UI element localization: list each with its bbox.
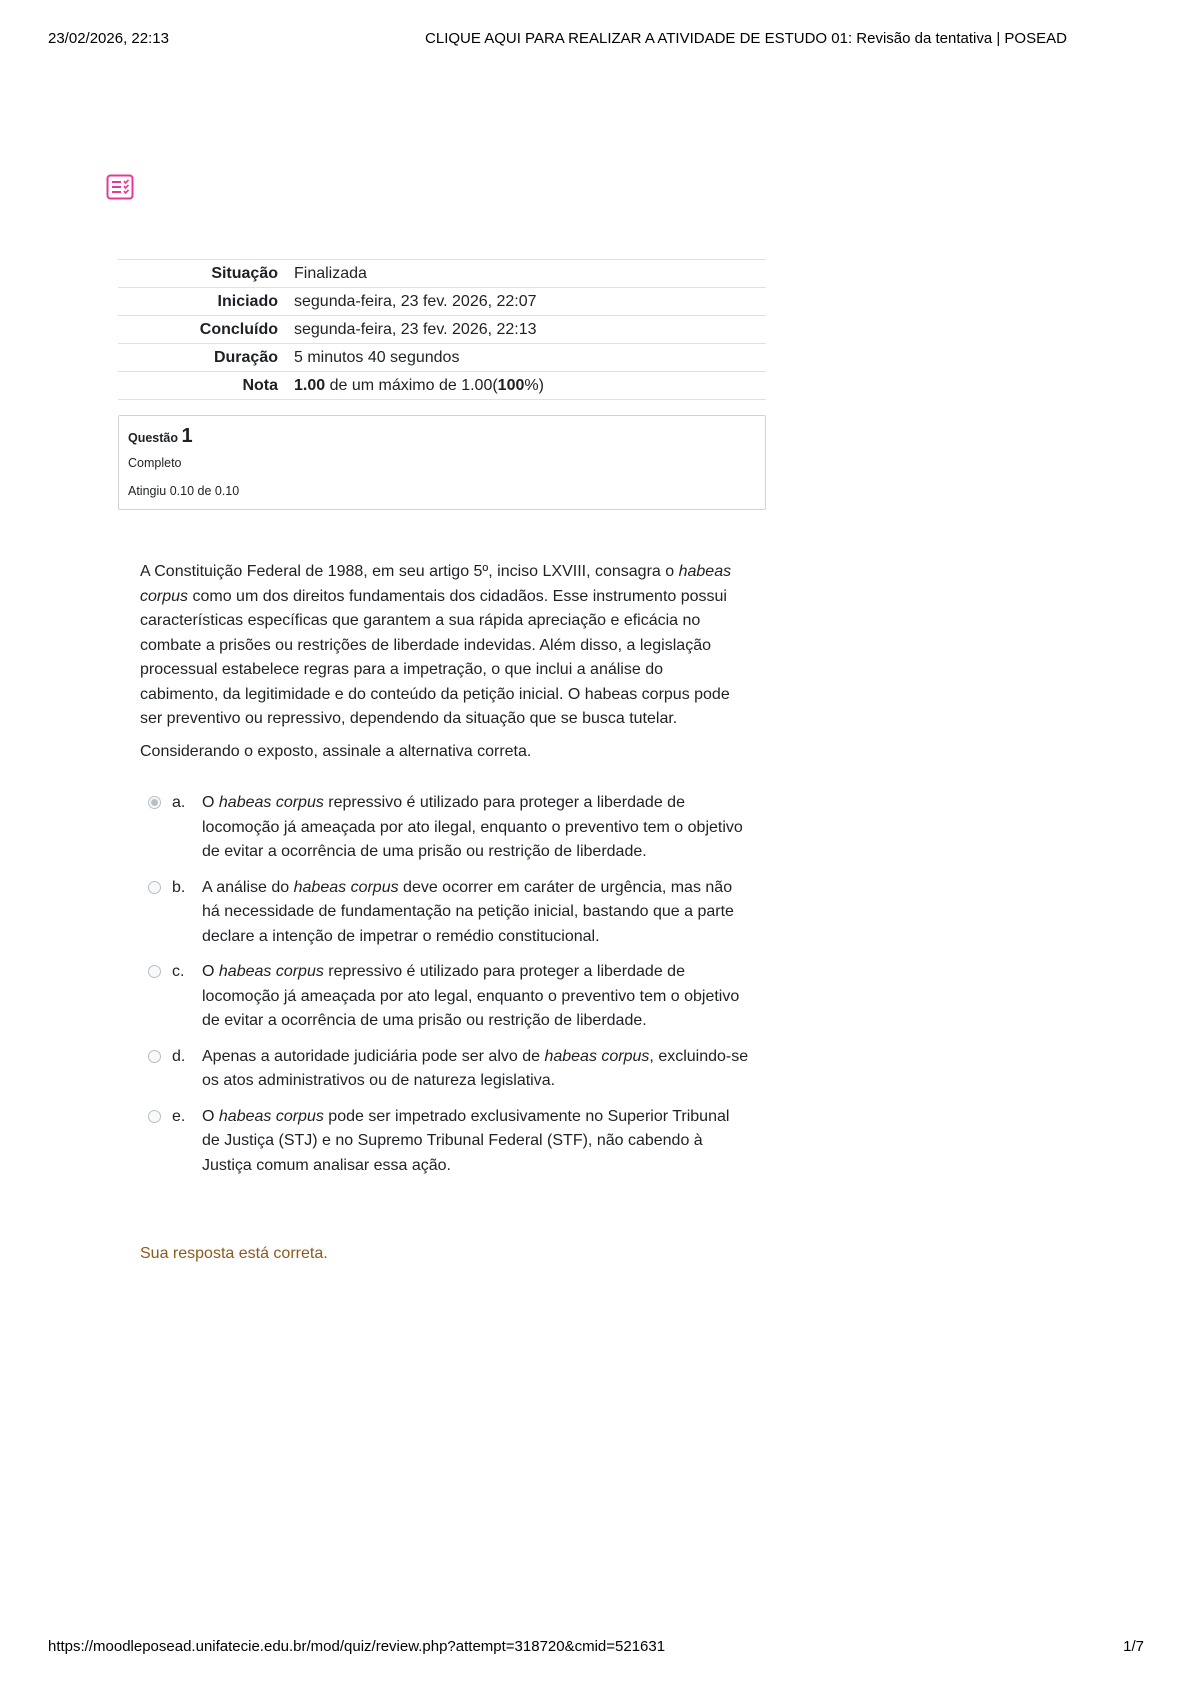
print-footer [48,1638,1144,1660]
grade-middle: de um máximo de 1.00( [325,376,498,394]
answer-feedback: Sua resposta está correta. [140,1245,328,1262]
grade-suffix: %) [524,376,544,394]
question-state: Completo [128,456,182,470]
summary-value: segunda-feira, 23 fev. 2026, 22:07 [294,292,537,310]
answer-text-emphasis: habeas corpus [218,1107,324,1125]
answer-text [202,1108,729,1174]
answer-text [202,963,739,1029]
summary-row-nota [118,372,766,400]
summary-label: Iniciado [217,292,278,310]
print-datetime: 23/02/2026, 22:13 [48,30,169,47]
summary-label: Nota [242,376,278,394]
answer-text-part: repressivo é utilizado para proteger a liberdade de locomoção já ameaçada por ato legal, enquanto o preventivo tem o objetivo de evitar a ocorrência de uma prisão ou restrição de liberdade. [202,963,740,1029]
radio-unselected[interactable] [148,1050,161,1063]
question-number [128,425,193,448]
grade-value [286,372,766,400]
print-page-title: CLIQUE AQUI PARA REALIZAR A ATIVIDADE DE ESTUDO 01: Revisão da tentativa | POSEAD [425,30,1067,47]
answer-text-part: A análise do [202,878,294,896]
answer-letter: a. [172,794,186,811]
grade-percent: 100 [497,376,525,394]
answer-text-part: repressivo é utilizado para proteger a liberdade de locomoção já ameaçada por ato ilegal, enquanto o preventivo tem o objetivo de evitar a ocorrência de uma prisão ou restrição de liberdade. [202,794,743,860]
question-number-value: 1 [181,425,193,447]
answer-text-emphasis: habeas corpus [218,794,324,811]
radio-unselected[interactable] [148,881,161,894]
answer-text-part: O [202,794,219,811]
answer-option-b[interactable] [140,876,750,950]
answer-option-a[interactable] [140,791,750,865]
answer-option-c[interactable] [140,960,750,1034]
answer-text-part: deve ocorrer em caráter de urgência, mas não há necessidade de fundamentação na petição inicial, bastando que a parte declare a intenção de impetrar o remédio constitucional. [202,878,734,945]
summary-label: Duração [213,348,278,366]
answer-text-part: O [202,963,219,980]
question-info-box [118,415,766,510]
summary-row-iniciado [118,288,766,316]
print-header [48,30,1144,52]
radio-selected[interactable] [148,796,161,809]
answer-letter: b. [172,878,186,896]
answer-text-part: O [202,1107,219,1125]
question-paragraph [140,560,740,732]
answer-letter: c. [172,963,185,980]
summary-row-concluido [118,316,766,344]
answer-letter: d. [172,1047,186,1065]
radio-unselected[interactable] [148,1110,161,1123]
question-mark: Atingiu 0.10 de 0.10 [128,484,240,498]
answer-text-emphasis: habeas corpus [544,1047,650,1065]
answer-text-emphasis: habeas corpus [218,963,324,980]
summary-value: segunda-feira, 23 fev. 2026, 22:13 [294,320,537,338]
answer-option-d[interactable] [140,1045,750,1094]
answer-option-e[interactable] [140,1105,750,1179]
answer-letter: e. [172,1107,186,1125]
summary-label: Situação [211,264,278,282]
question-text-part: A Constituição Federal de 1988, em seu artigo 5º, inciso LXVIII, consagra o [140,563,679,580]
grade-score: 1.00 [294,376,326,394]
answer-text-part: pode ser impetrado exclusivamente no Superior Tribunal de Justiça (STJ) e no Supremo Tribunal Federal (STF), não cabendo à Justiça comum analisar essa ação. [202,1107,730,1174]
answer-text-part: Apenas a autoridade judiciária pode ser alvo de [202,1047,545,1065]
question-text-part: como um dos direitos fundamentais dos cidadãos. Esse instrumento possui características específicas que garantem a sua rápida apreciação e eficácia no combate a prisões ou restrições de liberdade indevidas. Além disso, a legislação processual estabelece regras para a impetração, o que inclui a análise do cabimento, da legitimidade e do conteúdo da petição inicial. O habeas corpus pode ser preventivo ou repressivo, dependendo da situação que se busca tutelar. [140,587,730,727]
answer-options [140,791,750,1189]
question-prompt: Considerando o exposto, assinale a alternativa correta. [140,742,532,760]
question-text-emphasis: habeas corpus [140,563,732,605]
print-url: https://moodleposead.unifatecie.edu.br/mod/quiz/review.php?attempt=318720&cmid=521631 [48,1638,666,1655]
summary-row-situacao [118,260,766,288]
summary-value: Finalizada [294,264,367,282]
summary-label: Concluído [199,320,278,338]
quiz-navigation-icon[interactable] [106,174,134,200]
answer-text [202,794,743,860]
question-label: Questão [128,431,179,445]
answer-text [202,1048,748,1090]
print-page-number: 1/7 [1123,1638,1144,1655]
answer-text [202,879,734,945]
answer-text-part: , excluindo-se os atos administrativos ou de natureza legislativa. [202,1047,749,1089]
attempt-summary-table [118,259,766,400]
radio-unselected[interactable] [148,965,161,978]
summary-row-duracao [118,344,766,372]
question-text [140,560,740,772]
summary-value: 5 minutos 40 segundos [294,348,460,366]
answer-text-emphasis: habeas corpus [293,878,399,896]
